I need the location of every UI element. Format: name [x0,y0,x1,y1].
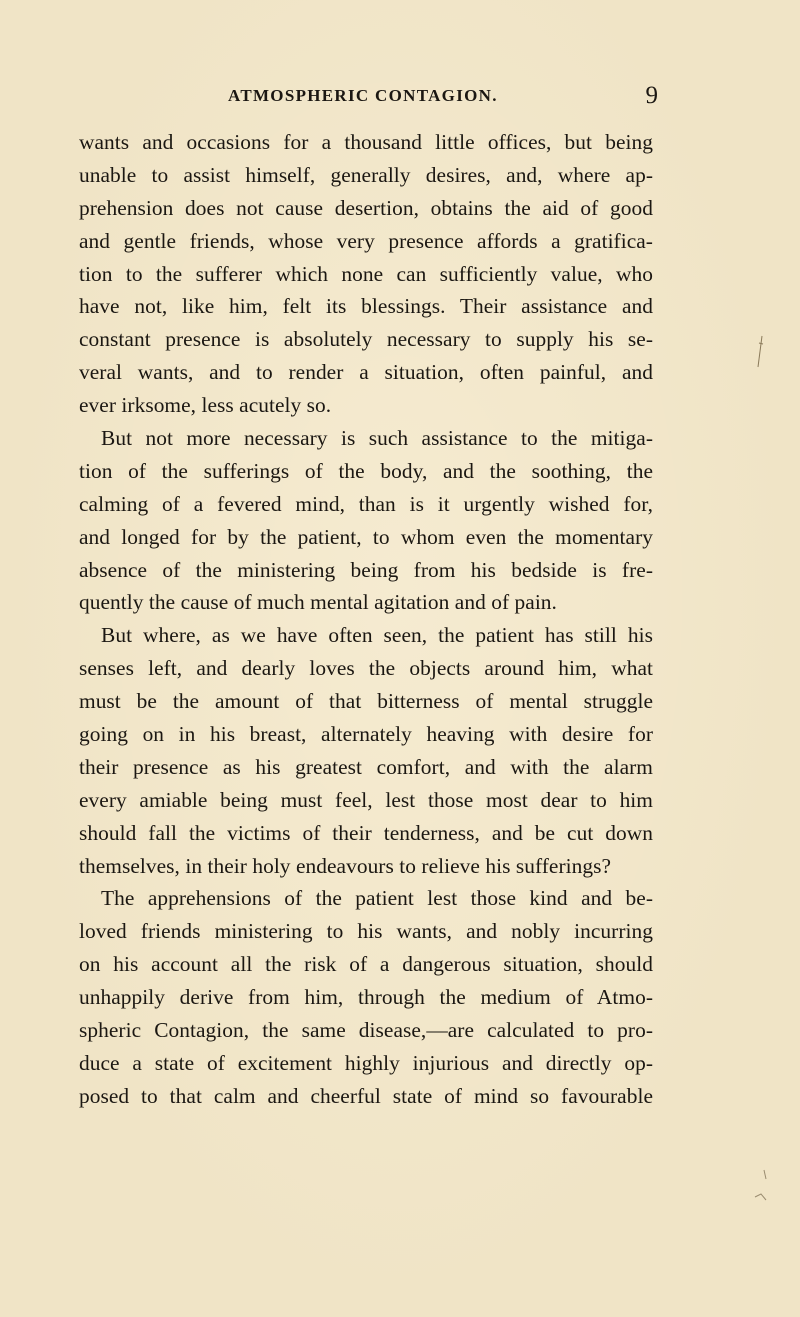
text-line: must be the amount of that bitterness of mental struggle [79,689,653,714]
text-line: going on in his breast, alternately heaving with desire for [79,722,653,747]
paragraph-start-line: But where, as we have often seen, the patient has still his [101,623,653,648]
text-line: wants and occasions for a thousand little offices, but being [79,130,653,154]
text-line: unable to assist himself, generally desires, and, where ap- [79,162,653,187]
text-line: calming of a fevered mind, than is it urgently wished for, [79,491,653,516]
text-line: and gentle friends, whose very presence affords a gratifica- [79,228,653,253]
text-line: tion of the sufferings of the body, and the soothing, the [79,458,653,483]
text-line: unhappily derive from him, through the medium of Atmo- [79,985,653,1010]
text-line: and longed for by the patient, to whom even the momentary [79,524,653,549]
running-head [228,82,658,114]
text-line: on his account all the risk of a dangerous situation, should [79,952,653,977]
text-line: constant presence is absolutely necessary to supply his se- [79,327,653,352]
text-line: veral wants, and to render a situation, often painful, and [79,360,653,385]
text-line: posed to that calm and cheerful state of mind so favourable [79,1083,653,1108]
text-line: loved friends ministering to his wants, and nobly incurring [79,919,653,944]
text-line: prehension does not cause desertion, obtains the aid of good [79,195,653,220]
text-line: quently the cause of much mental agitation and of pain. [79,590,557,615]
text-line: every amiable being must feel, lest those most dear to him [79,787,653,812]
text-line: spheric Contagion, the same disease,—are calculated to pro- [79,1018,653,1043]
text-line: duce a state of excitement highly injurious and directly op- [79,1050,653,1075]
text-line: tion to the sufferer which none can sufficiently value, who [79,261,653,286]
text-line: should fall the victims of their tenderness, and be cut down [79,820,653,845]
text-line: ever irksome, less acutely so. [79,393,332,418]
page-number: 9 [645,82,658,109]
paragraph-start-line: The apprehensions of the patient lest those kind and be- [101,886,653,911]
text-line: themselves, in their holy endeavours to relieve his sufferings? [79,853,612,878]
paragraph-start-line: But not more necessary is such assistance to the mitiga- [101,426,653,451]
margin-pencil-mark [756,335,764,369]
text-line: have not, like him, felt its blessings. Their assistance and [79,294,653,319]
text-line: senses left, and dearly loves the objects around him, what [79,656,653,681]
body-text [79,126,653,1113]
text-line: absence of the ministering being from his bedside is fre- [79,557,653,582]
margin-pencil-mark [753,1166,769,1202]
running-title: ATMOSPHERIC CONTAGION. [228,86,498,105]
text-line: their presence as his greatest comfort, and with the alarm [79,754,653,779]
